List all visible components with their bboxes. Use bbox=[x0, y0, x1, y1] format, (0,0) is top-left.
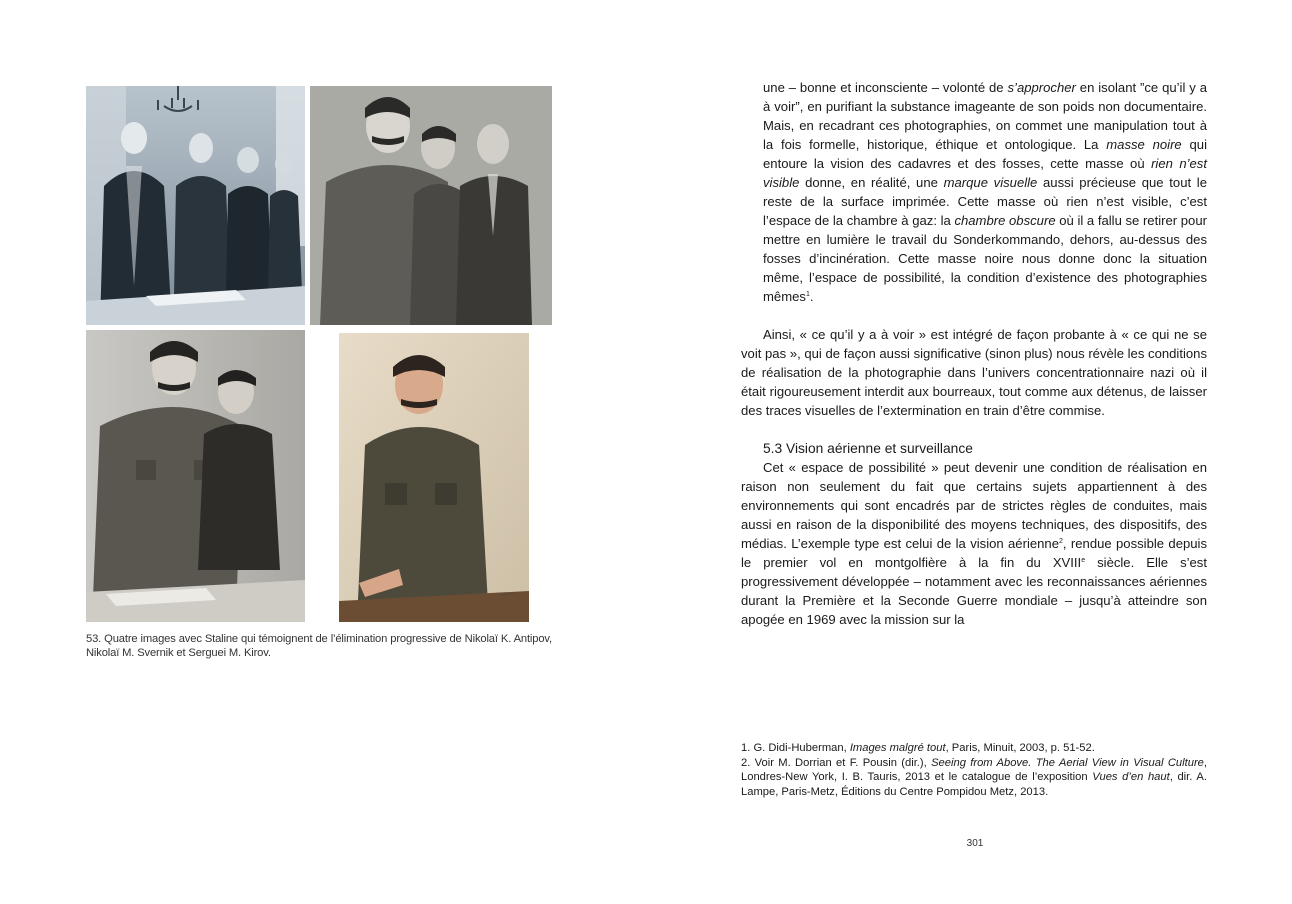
paragraph-1-italic: chambre obscure bbox=[954, 213, 1056, 228]
paragraph-3-part: Cet « espace de possibilité » peut devenir une condition de réalisation en raison non seulement du fait que certains sujets appartiennent à des environnements qui sont encadrés par de strictes règles de conduites, mais aussi en raison de la disponibilité des moyens techniques, des dispositifs, des médias. L’exemple type est celui de la vision aérienne bbox=[741, 460, 1207, 551]
paragraph-3-part: siècle. Elle s’est progressivement développée – notamment avec les reconnaissances aériennes durant la Première et la Seconde Guerre mondiale – jusqu’à atteindre son apogée en 1969 avec la mission sur la bbox=[741, 555, 1207, 627]
paragraph-1-segment: où il a fallu se retirer pour mettre en lumière le travail du Sonderkommando, dehors, au-dessus des fosses d’incinération. Cette masse noire nous donne donc la situation même, l’espace de possibilité, la condition d’existence des photographies mêmes bbox=[763, 213, 1207, 304]
body-text bbox=[741, 78, 1207, 629]
footnote-segment: , Londres-New York, I. B. Tauris, 2013 et le catalogue de l’exposition bbox=[741, 756, 1207, 783]
photo-three-men bbox=[310, 86, 552, 325]
footnote-italic: Vues d’en haut bbox=[1092, 771, 1170, 783]
page-number: 301 bbox=[966, 838, 984, 849]
footnote-segment: , Paris, Minuit, 2003, p. 51-52. bbox=[945, 742, 1095, 754]
section-heading: 5.3 Vision aérienne et surveillance bbox=[763, 441, 973, 456]
footnote-italic: Seeing from Above. The Aerial View in Visual Culture bbox=[931, 756, 1204, 769]
paragraph-1-italic: masse noire bbox=[1106, 137, 1182, 152]
paragraph-1-italic: s’approcher bbox=[1007, 80, 1076, 95]
footnote-segment: , dir. A. Lampe, Paris-Metz, Éditions du Centre Pompidou Metz, 2013. bbox=[741, 771, 1207, 798]
footnotes bbox=[741, 741, 1207, 799]
footnote-segment: 2. Voir M. Dorrian et F. Pousin (dir.), bbox=[741, 756, 932, 769]
footnote-2 bbox=[741, 756, 1207, 800]
footnote-1 bbox=[741, 741, 1207, 756]
photo-two-men bbox=[86, 330, 305, 622]
footnote-ref-1[interactable]: 1 bbox=[805, 291, 810, 298]
paragraph-1-italic: rien n’est visible bbox=[763, 156, 1207, 190]
footnote-segment: 1. G. Didi-Huberman, bbox=[741, 742, 850, 754]
photo-painted-portrait bbox=[339, 333, 529, 622]
paragraph-1-segment: une – bonne et inconsciente – volonté de bbox=[763, 80, 1008, 95]
photo-four-men bbox=[86, 86, 305, 325]
footnote-ref-2[interactable]: 2 bbox=[1059, 538, 1063, 545]
paragraph-1-segment: aussi précieuse que tout le reste de la surface imprimée. Cette masse où rien n’est visible, c’est l’espace de la chambre à gaz: la bbox=[763, 175, 1207, 228]
paragraph-1-italic: marque visuelle bbox=[943, 175, 1038, 190]
paragraph-1-segment: qui entoure la vision des cadavres et des fosses, cette masse où bbox=[763, 137, 1207, 171]
footnote-italic: Images malgré tout bbox=[849, 742, 946, 754]
paragraph-1-segment: donne, en réalité, une bbox=[799, 175, 944, 190]
century-suffix: e bbox=[1081, 557, 1086, 564]
figure-caption: 53. Quatre images avec Staline qui témoignent de l’élimination progressive de Nikolaï K. Antipov, Nikolaï M. Svernik et Serguei M. Kirov. bbox=[86, 633, 552, 659]
paragraph-3-part: , rendue possible depuis le premier vol en montgolfière à la fin du XVIII bbox=[741, 536, 1208, 570]
paragraph-1: une – bonne et inconsciente – volonté de s’approcher en isolant ”ce qu’il y a à voir”, en purifiant la substance imageante de son poids non documentaire. Mais, en recadrant ces photographies, on commet une manipulation tout à la fois formelle, historique, éthique et ontologique. La masse noire qui entoure la vision des cadavres et des fosses, cette masse où rien n’est visible donne, en réalité, une marque visuelle aussi précieuse que tout le reste de la surface imprimée. Cette masse où rien n’est visible, c’est l’espace de la chambre à gaz: la chambre obscure où il a fallu se retirer pour mettre en lumière le travail du Sonderkommando, dehors, au-dessus des fosses d’incinération. Cette masse noire nous donne donc la situation même, l’espace de possibilité, la condition d’existence des photographies mêmes$^1$. bbox=[763, 80, 1207, 304]
paragraph-3 bbox=[741, 458, 1207, 629]
paragraph-2: Ainsi, « ce qu’il y a à voir » est intégré de façon probante à « ce qui ne se voit pas », qui de façon aussi significative (sinon plus) nous révèle les conditions de réalisation de la photographie dans l’univers concentrationnaire nazi où il était rigoureusement interdit aux bourreaux, tout comme aux détenus, de laisser des traces visuelles de l’extermination en train d’être commise. bbox=[741, 327, 1207, 418]
paragraph-1-segment: en isolant ”ce qu’il y a à voir”, en purifiant la substance imageante de son poids non documentaire. Mais, en recadrant ces photographies, on commet une manipulation tout à la fois formelle, historique, éthique et ontologique. La bbox=[763, 80, 1207, 152]
